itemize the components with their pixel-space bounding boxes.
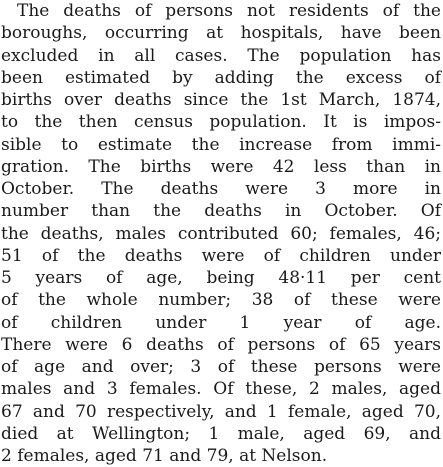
article-column [1,0,441,467]
text-line: the deaths, males contributed 60; females, 46; [1,223,441,244]
text-line: The deaths of persons not residents of the [17,1,441,21]
text-line: 5 years of age, being 48·11 per cent [1,268,441,288]
text-line: died at Wellington; 1 male, aged 69, and [1,423,441,444]
text-line: males and 3 females. Of these, 2 males, aged [1,379,441,400]
text-line: excluded in all cases. The population has [1,45,441,66]
text-line: of age and over; 3 of these persons were [1,357,441,377]
text-line: There were 6 deaths of persons of 65 years [1,334,441,355]
text-line: sible to estimate the increase from immi- [1,134,441,155]
text-line: gration. The births were 42 less than in [1,156,441,177]
text-line: of children under 1 year of age. [1,312,441,333]
text-line: of the whole number; 38 of these were [1,290,441,311]
text-line: 51 of the deaths were of children under [1,245,441,266]
text-line: 2 females, aged 71 and 79, at Nelson. [1,446,328,466]
text-line: boroughs, occurring at hospitals, have been [1,23,441,44]
text-line: been estimated by adding the excess of [1,67,441,88]
text-line: births over deaths since the 1st March, 1874, [1,90,441,110]
text-line: October. The deaths were 3 more in [1,179,441,199]
text-line: 67 and 70 respectively, and 1 female, aged 70, [1,401,441,422]
text-line: number than the deaths in October. Of [1,201,441,222]
text-line: to the then census population. It is impos- [1,112,441,133]
